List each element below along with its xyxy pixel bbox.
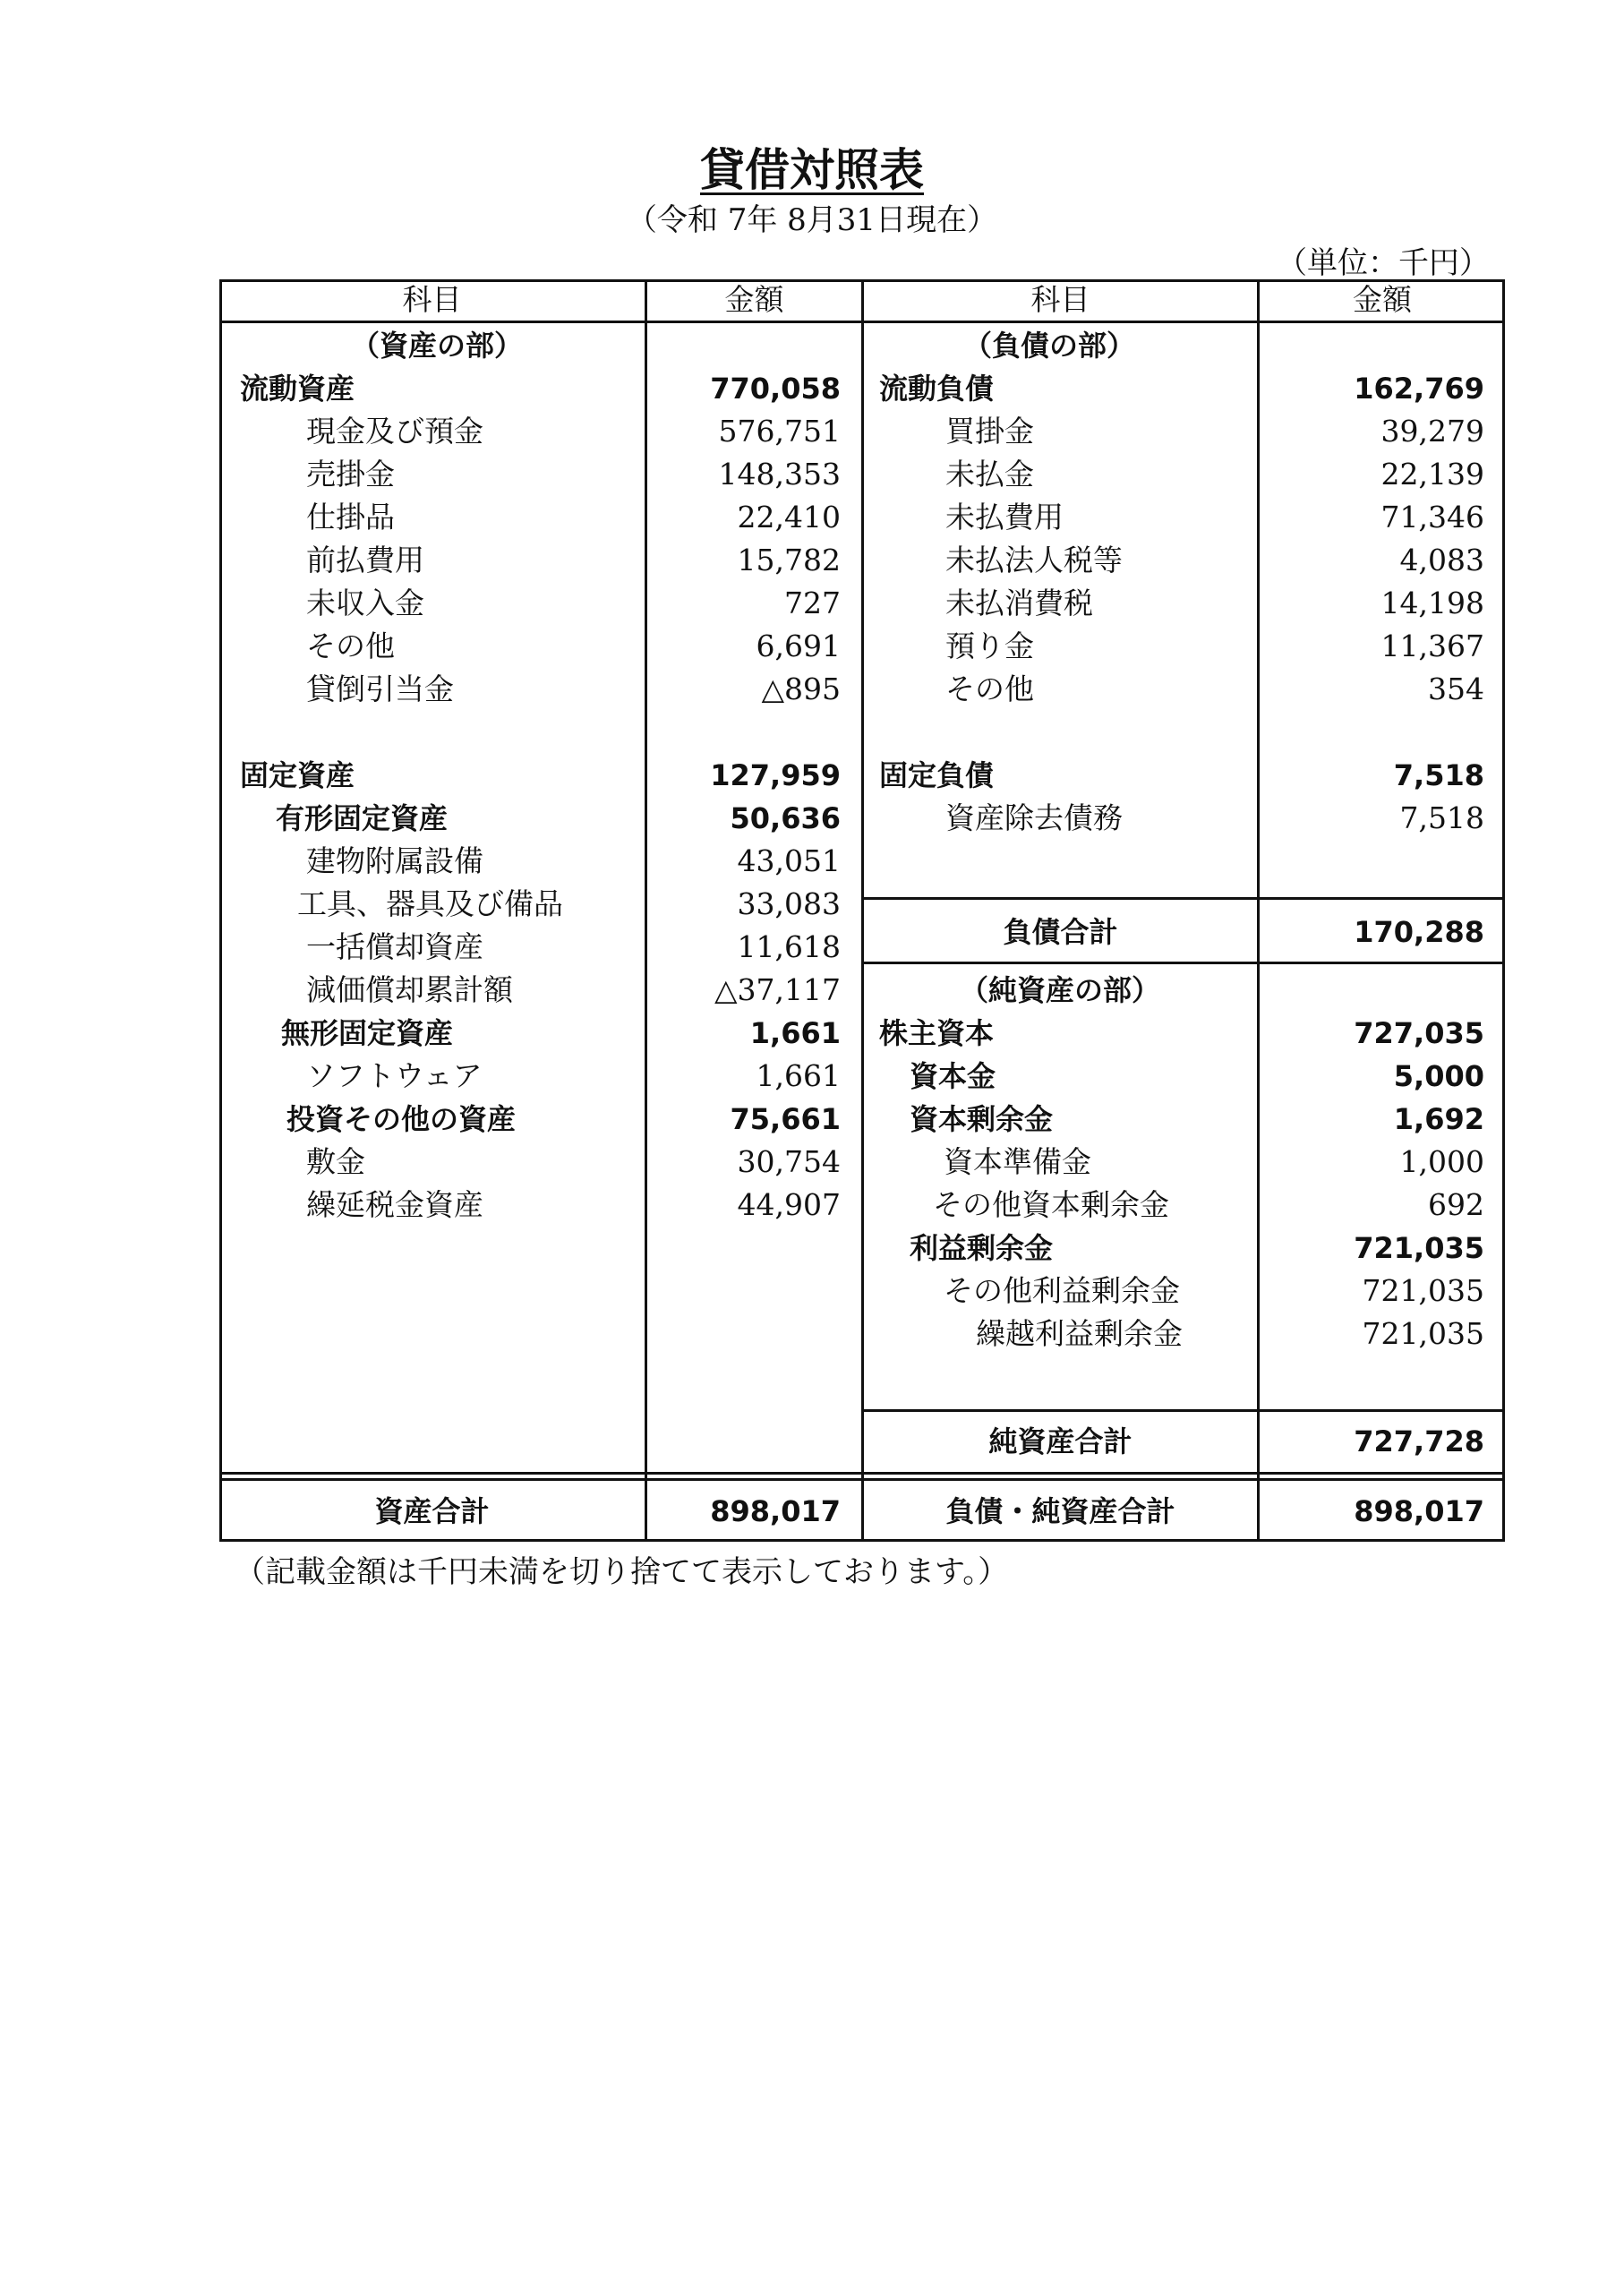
liability-item-label: 未払法人税等 xyxy=(945,543,1123,577)
asset-item-value: 148,353 xyxy=(718,457,841,492)
footnote: （記載金額は千円未満を切り捨てて表示しております。） xyxy=(235,1554,1009,1590)
header-divider xyxy=(219,321,1505,323)
retained-earnings-row xyxy=(0,1227,1624,1270)
other-capital-surplus-row xyxy=(0,1184,1624,1227)
asset-item-value: 11,618 xyxy=(737,929,841,964)
totals-divider-1 xyxy=(219,1472,1505,1475)
liability-item-row xyxy=(0,582,1624,625)
fixed-liabilities-label: 固定負債 xyxy=(879,758,995,792)
asset-item-label: 敷金 xyxy=(306,1144,365,1179)
asset-item-label: 一括償却資産 xyxy=(306,929,483,964)
retained-earnings-carried-row xyxy=(0,1313,1624,1356)
asset-item-label: 工具、器具及び備品 xyxy=(297,886,563,921)
asset-item-label: 建物附属設備 xyxy=(306,843,483,878)
liability-item-value: 71,346 xyxy=(1380,500,1484,535)
liability-item-value: 11,367 xyxy=(1380,629,1484,663)
net-assets-section-heading: （純資産の部） xyxy=(960,973,1161,1007)
asset-item-value: 1,661 xyxy=(756,1058,841,1093)
intangible-assets-label: 無形固定資産 xyxy=(281,1016,454,1050)
liability-item-row xyxy=(0,797,1624,840)
capital-stock-row xyxy=(0,1055,1624,1098)
intangible-assets-value: 1,661 xyxy=(749,1016,841,1050)
current-liabilities-row xyxy=(0,367,1624,410)
liability-item-label: 預り金 xyxy=(945,629,1034,663)
asset-item-value: 33,083 xyxy=(737,886,841,921)
unit-note: （単位：千円） xyxy=(1277,245,1490,281)
fixed-assets-value: 127,959 xyxy=(710,758,841,792)
asset-item-label: 仕掛品 xyxy=(306,500,395,535)
current-liabilities-value: 162,769 xyxy=(1354,372,1484,406)
current-assets-value: 770,058 xyxy=(710,372,841,406)
liabilities-total-row xyxy=(0,906,1624,958)
net-assets-total-label: 純資産合計 xyxy=(988,1424,1133,1458)
liability-item-label: その他 xyxy=(945,671,1034,706)
grand-total-value: 898,017 xyxy=(1354,1494,1484,1528)
assets-total-value: 898,017 xyxy=(710,1494,841,1528)
liability-item-value: 39,279 xyxy=(1380,414,1484,449)
asset-item-row xyxy=(0,840,1624,883)
other-retained-earnings-row xyxy=(0,1270,1624,1313)
asset-item-value: 44,907 xyxy=(737,1187,841,1222)
shareholders-equity-row xyxy=(0,1012,1624,1055)
liability-item-value: 4,083 xyxy=(1399,543,1484,577)
other-retained-earnings-value: 721,035 xyxy=(1362,1273,1484,1308)
liability-item-row xyxy=(0,539,1624,582)
tangible-assets-value: 50,636 xyxy=(730,801,841,835)
capital-surplus-value: 1,692 xyxy=(1393,1102,1484,1136)
investments-label: 投資その他の資産 xyxy=(286,1102,517,1136)
header-left-item: 科目 xyxy=(402,282,462,317)
asset-item-value: 576,751 xyxy=(718,414,841,449)
fixed-liabilities-row xyxy=(0,754,1624,797)
shareholders-equity-value: 727,035 xyxy=(1354,1016,1484,1050)
asset-item-label: 未収入金 xyxy=(306,586,424,620)
liability-item-row xyxy=(0,410,1624,453)
current-assets-label: 流動資産 xyxy=(240,372,355,406)
net-assets-total-value: 727,728 xyxy=(1354,1424,1484,1458)
assets-total-label: 資産合計 xyxy=(374,1494,490,1528)
retained-earnings-carried-label: 繰越利益剰余金 xyxy=(976,1316,1183,1351)
asset-item-row xyxy=(0,969,1624,1012)
asset-item-value: 6,691 xyxy=(756,629,841,663)
liability-item-label: 未払費用 xyxy=(945,500,1064,535)
asset-item-label: 現金及び預金 xyxy=(306,414,483,449)
liabilities-total-label: 負債合計 xyxy=(1003,915,1118,949)
capital-reserve-value: 1,000 xyxy=(1399,1144,1484,1179)
asset-item-value: 43,051 xyxy=(737,843,841,878)
current-liabilities-label: 流動負債 xyxy=(879,372,995,406)
liability-item-label: 資産除去債務 xyxy=(945,800,1123,835)
investments-value: 75,661 xyxy=(730,1102,841,1136)
asset-item-value: △895 xyxy=(761,671,841,706)
fixed-assets-label: 固定資産 xyxy=(240,758,355,792)
asset-item-label: 繰延税金資産 xyxy=(306,1187,483,1222)
tangible-assets-label: 有形固定資産 xyxy=(276,801,449,835)
grand-total-label: 負債・純資産合計 xyxy=(945,1494,1175,1528)
other-capital-surplus-label: その他資本剰余金 xyxy=(933,1187,1169,1222)
asset-item-label: 減価償却累計額 xyxy=(306,972,513,1007)
capital-reserve-label: 資本準備金 xyxy=(944,1144,1091,1179)
liabilities-section-heading: （負債の部） xyxy=(963,329,1136,363)
liability-item-row xyxy=(0,625,1624,668)
capital-stock-value: 5,000 xyxy=(1393,1059,1484,1093)
asset-item-label: その他 xyxy=(306,629,395,663)
asset-item-value: 15,782 xyxy=(737,543,841,577)
asset-item-value: 727 xyxy=(784,586,841,620)
net-assets-total-row xyxy=(0,1416,1624,1467)
capital-reserve-row xyxy=(0,1141,1624,1184)
grand-total-row xyxy=(0,1484,1624,1538)
header-left-amount: 金額 xyxy=(724,282,784,317)
assets-section-heading: （資産の部） xyxy=(351,329,524,363)
asset-item-value: 22,410 xyxy=(737,500,841,535)
liability-item-label: 未払金 xyxy=(945,457,1034,492)
liability-item-label: 未払消費税 xyxy=(945,586,1093,620)
liabilities-total-value: 170,288 xyxy=(1354,915,1484,949)
header-right-amount: 金額 xyxy=(1353,282,1412,317)
liability-item-value: 7,518 xyxy=(1399,800,1484,835)
asset-item-label: 売掛金 xyxy=(306,457,395,492)
liability-item-row xyxy=(0,453,1624,496)
asset-item-label: ソフトウェア xyxy=(306,1058,483,1093)
as-of-date: （令和 7年 8月31日現在） xyxy=(626,202,998,238)
liability-item-value: 354 xyxy=(1428,671,1484,706)
other-capital-surplus-value: 692 xyxy=(1428,1187,1484,1222)
fixed-liabilities-value: 7,518 xyxy=(1393,758,1484,792)
retained-earnings-label: 利益剰余金 xyxy=(910,1231,1054,1265)
shareholders-equity-label: 株主資本 xyxy=(879,1016,995,1050)
retained-earnings-carried-value: 721,035 xyxy=(1362,1316,1484,1351)
liability-item-row xyxy=(0,496,1624,539)
other-retained-earnings-label: その他利益剰余金 xyxy=(944,1273,1180,1308)
capital-surplus-label: 資本剰余金 xyxy=(910,1102,1054,1136)
document-title: 貸借対照表 xyxy=(700,144,924,196)
liability-item-value: 14,198 xyxy=(1380,586,1484,620)
asset-item-value: 30,754 xyxy=(737,1144,841,1179)
header-right-item: 科目 xyxy=(1030,282,1090,317)
liability-item-value: 22,139 xyxy=(1380,457,1484,492)
retained-earnings-value: 721,035 xyxy=(1354,1231,1484,1265)
capital-surplus-row xyxy=(0,1098,1624,1141)
liability-item-label: 買掛金 xyxy=(945,414,1034,449)
asset-item-value: △37,117 xyxy=(714,972,841,1007)
totals-divider-2 xyxy=(219,1478,1505,1481)
net-assets-total-top xyxy=(861,1409,1505,1412)
asset-item-label: 前払費用 xyxy=(306,543,424,577)
asset-item-label: 貸倒引当金 xyxy=(306,671,454,706)
capital-stock-label: 資本金 xyxy=(910,1059,996,1093)
liability-item-row xyxy=(0,668,1624,711)
